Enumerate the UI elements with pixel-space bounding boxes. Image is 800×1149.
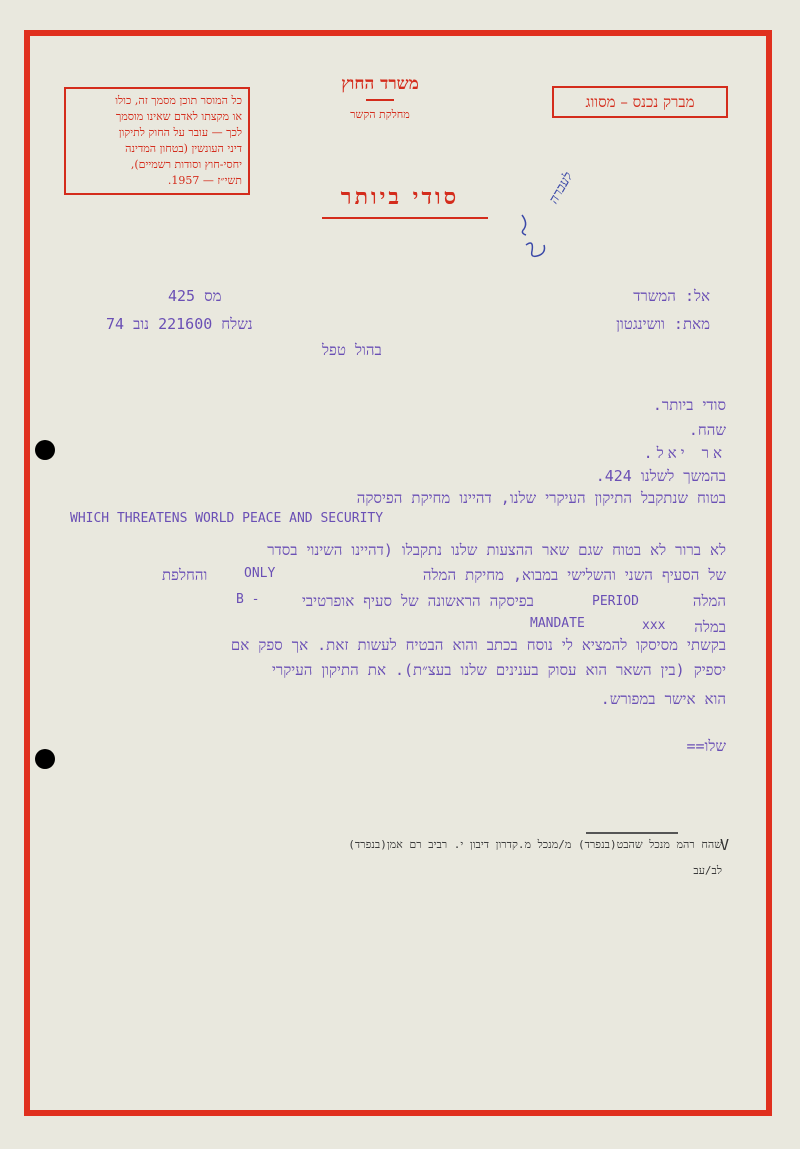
word-period: PERIOD	[592, 594, 639, 609]
from-line: מאת: וושינגטון	[616, 315, 710, 333]
handwritten-initials-icon	[510, 205, 560, 267]
ministry-name: משרד החוץ	[341, 74, 419, 94]
sent-time: נשלח 221600 נוב 74	[106, 315, 253, 333]
header-divider	[366, 99, 394, 101]
english-quote: WHICH THREATENS WORLD PEACE AND SECURITY	[70, 511, 384, 526]
to-line: אל: המשרד	[633, 287, 710, 305]
body-line-11: יספיק (בין השאר הוא עסוק בענינים שלנו בעצ״ת). את התיקון העיקרי	[271, 661, 726, 679]
body-line-2: שהח.	[688, 421, 726, 439]
item-b: B -	[236, 592, 260, 607]
classification-title: סודי ביותר	[340, 184, 460, 210]
strikeout: xxx	[642, 618, 666, 633]
binder-hole-bottom	[35, 749, 55, 769]
body-line-10: בקשתי מסיסקו להמציא לי נוסח בכתב והוא הבטיח לעשות זאת. אך ספק אם	[230, 636, 726, 654]
binder-hole-top	[35, 440, 55, 460]
distribution-check: V	[720, 836, 730, 854]
first-paragraph: בפיסקה הראשונה של סעיף אופרטיבי	[302, 592, 534, 610]
distribution-list: שהח רהמ מנכל שהבט(בנפרד) מ/מנכל מ.קדרון דיבון י. רביב רם אמן(בנפרד)	[348, 838, 722, 851]
handling-priority: בהול טפל	[322, 341, 382, 359]
serial-number: מס 425	[168, 287, 222, 305]
signoff: שלו==	[686, 737, 726, 755]
word-replace: והחלפת	[162, 566, 208, 584]
body-line-9: במלה	[694, 618, 726, 636]
body-line-1: סודי ביותר.	[652, 396, 726, 414]
handwritten-note: לעברה	[546, 169, 577, 207]
body-line-12: הוא אישר במפורש.	[600, 690, 726, 708]
body-line-6: לא ברור לא בטוח שגם שאר ההצעות שלנו נתקבלו (דהיינו השינוי בסדר	[267, 541, 726, 559]
distribution-rule	[586, 832, 678, 834]
classification-underline	[322, 217, 488, 219]
message-type: מברק נכנס – מסווג	[552, 86, 728, 118]
body-line-5: בטוח שנתקבל התיקון העיקרי שלנו, דהיינו מחיקת הפיסקה	[356, 489, 726, 507]
confidentiality-notice: כל המוסר תוכן מסמך זה, כולו או מקצתו לאדם שאינו מוסמך לכך — עובר על החוק לתיקון דיני העונשין (בטחון המדינה יחסי-חוץ וסודות רשמיים), תשי״ז — 1957.	[64, 87, 250, 195]
distribution-initials: לב/עב	[693, 864, 722, 877]
word-mandate: MANDATE	[530, 616, 585, 631]
body-line-3: אר יאל.	[643, 444, 726, 462]
body-line-4: בהמשך לשלנו 424.	[595, 467, 726, 485]
body-line-7: של הסעיף השני והשלישי במבוא, מחיקת המלה	[422, 566, 726, 584]
department-name: מחלקת הקשר	[350, 108, 410, 121]
body-line-8: המלה	[692, 592, 726, 610]
word-only: ONLY	[244, 566, 276, 581]
